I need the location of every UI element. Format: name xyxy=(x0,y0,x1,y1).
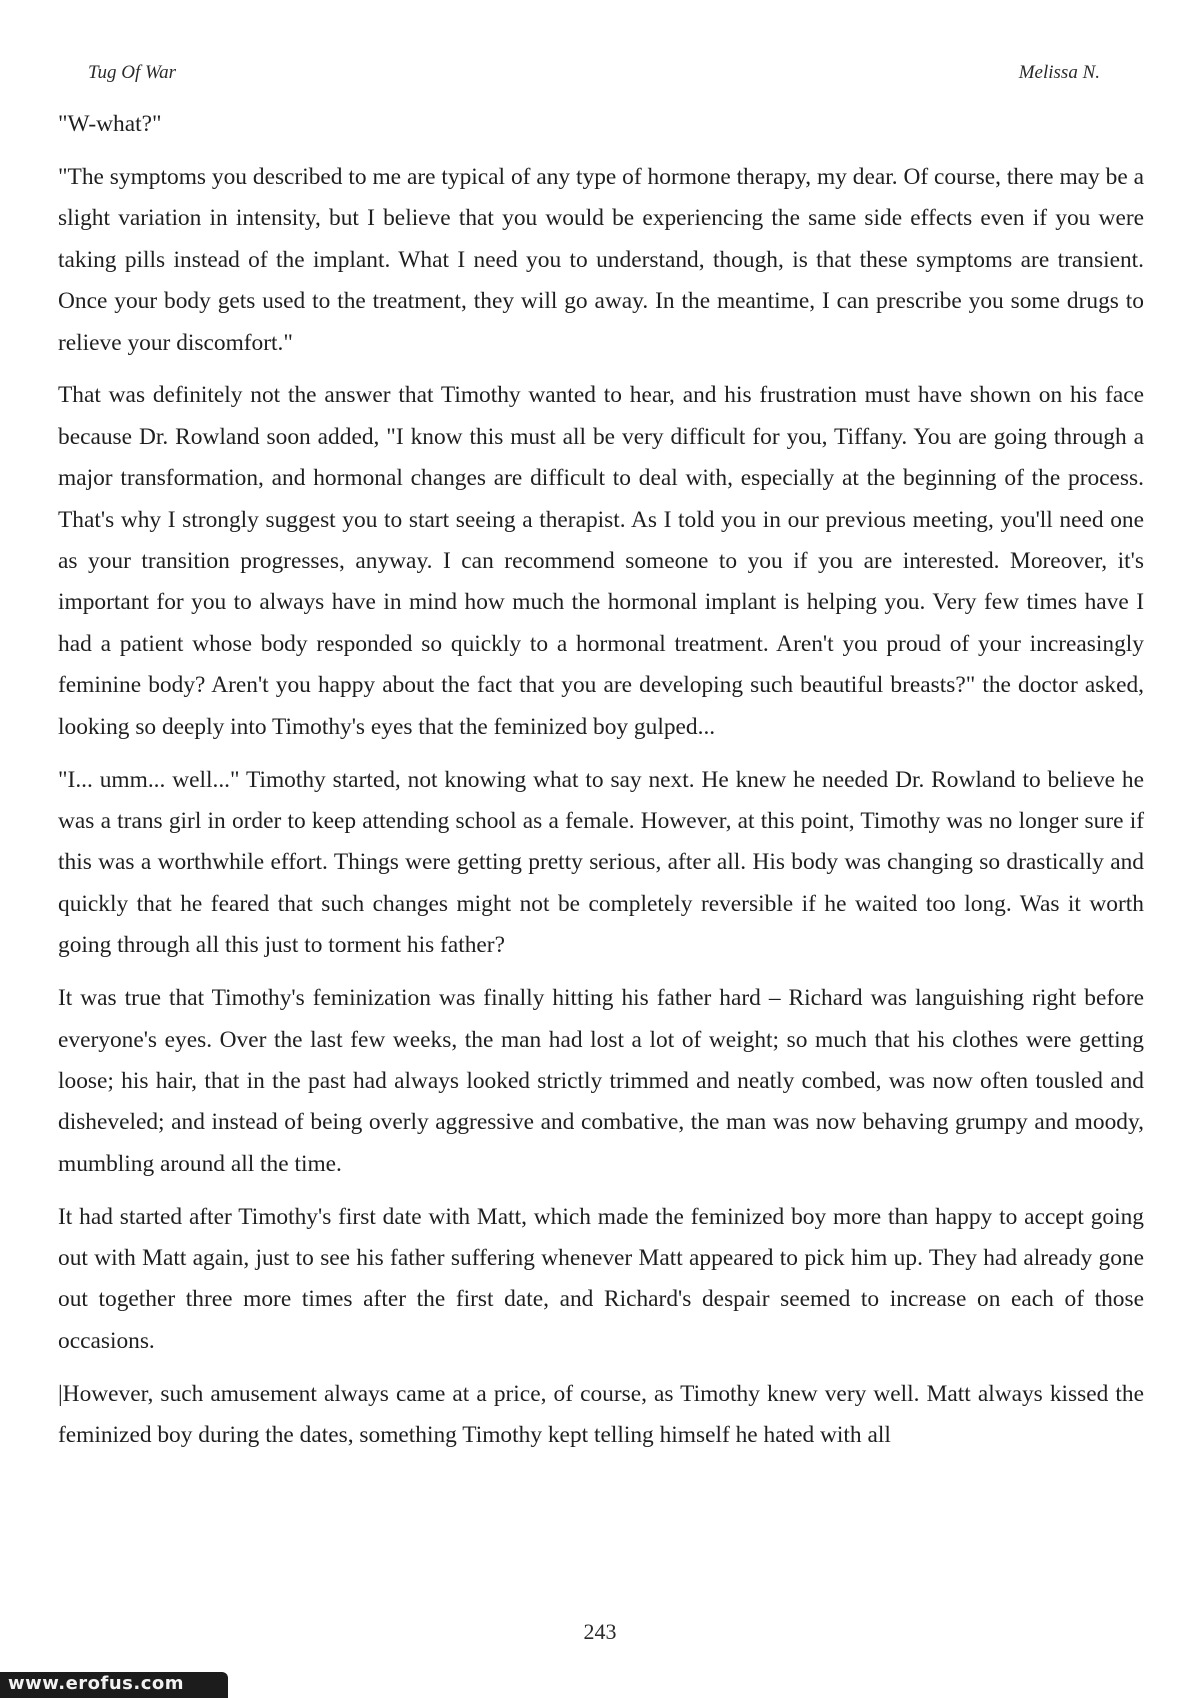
paragraph: "The symptoms you described to me are typical of any type of hormone therapy, my dear. Of course, there may be a slight variation in intensity, but I believe that you would be experiencing the same side effects even if you were taking pills instead of the implant. What I need you to understand, though, is that these symptoms are transient. Once your body gets used to the treatment, they will go away. In the meantime, I can prescribe you some drugs to relieve your discomfort." xyxy=(58,163,1144,356)
author-name: Melissa N. xyxy=(1018,62,1100,83)
body-text xyxy=(58,104,1144,1468)
running-header xyxy=(88,62,1100,90)
watermark-logo xyxy=(0,1672,228,1698)
watermark-text: www.erofus.com xyxy=(8,1673,185,1694)
paragraph: It had started after Timothy's first date with Matt, which made the feminized boy more than happy to accept going out with Matt again, just to see his father suffering whenever Matt appeared to pick him up. They had already gone out together three more times after the first date, and Richard's despair seemed to increase on each of those occasions. xyxy=(58,1203,1144,1354)
paragraph: That was definitely not the answer that Timothy wanted to hear, and his frustration must have shown on his face because Dr. Rowland soon added, "I know this must all be very difficult for you, Tiffany. You are going through a major transformation, and hormonal changes are difficult to deal with, especially at the beginning of the process. That's why I strongly suggest you to start seeing a therapist. As I told you in our previous meeting, you'll need one as your transition progresses, anyway. I can recommend someone to you if you are interested. Moreover, it's important for you to always have in mind how much the hormonal implant is helping you. Very few times have I had a patient whose body responded so quickly to a hormonal treatment. Aren't you proud of your increasingly feminine body? Aren't you happy about the fact that you are developing such beautiful breasts?" the doctor asked, looking so deeply into Timothy's eyes that the feminized boy gulped... xyxy=(58,382,1144,740)
paragraph: "W-what?" xyxy=(58,111,162,137)
page-number: 243 xyxy=(583,1619,617,1644)
paragraph: "I... umm... well..." Timothy started, not knowing what to say next. He knew he needed Dr. Rowland to believe he was a trans girl in order to keep attending school as a female. However, at this point, Timothy was no longer sure if this was a worthwhile effort. Things were getting pretty serious, after all. His body was changing so drastically and quickly that he feared that such changes might not be completely reversible if he waited too long. Was it worth going through all this just to torment his father? xyxy=(58,766,1144,959)
paragraph: |However, such amusement always came at a price, of course, as Timothy knew very well. Matt always kissed the feminized boy during the dates, something Timothy kept telling himself he hated with all xyxy=(58,1380,1144,1449)
paragraph: It was true that Timothy's feminization was finally hitting his father hard – Richard was languishing right before everyone's eyes. Over the last few weeks, the man had lost a lot of weight; so much that his clothes were getting loose; his hair, that in the past had always looked strictly trimmed and neatly combed, was now often tousled and disheveled; and instead of being overly aggressive and combative, the man was now behaving grumpy and moody, mumbling around all the time. xyxy=(58,985,1144,1177)
book-title: Tug Of War xyxy=(88,62,176,83)
